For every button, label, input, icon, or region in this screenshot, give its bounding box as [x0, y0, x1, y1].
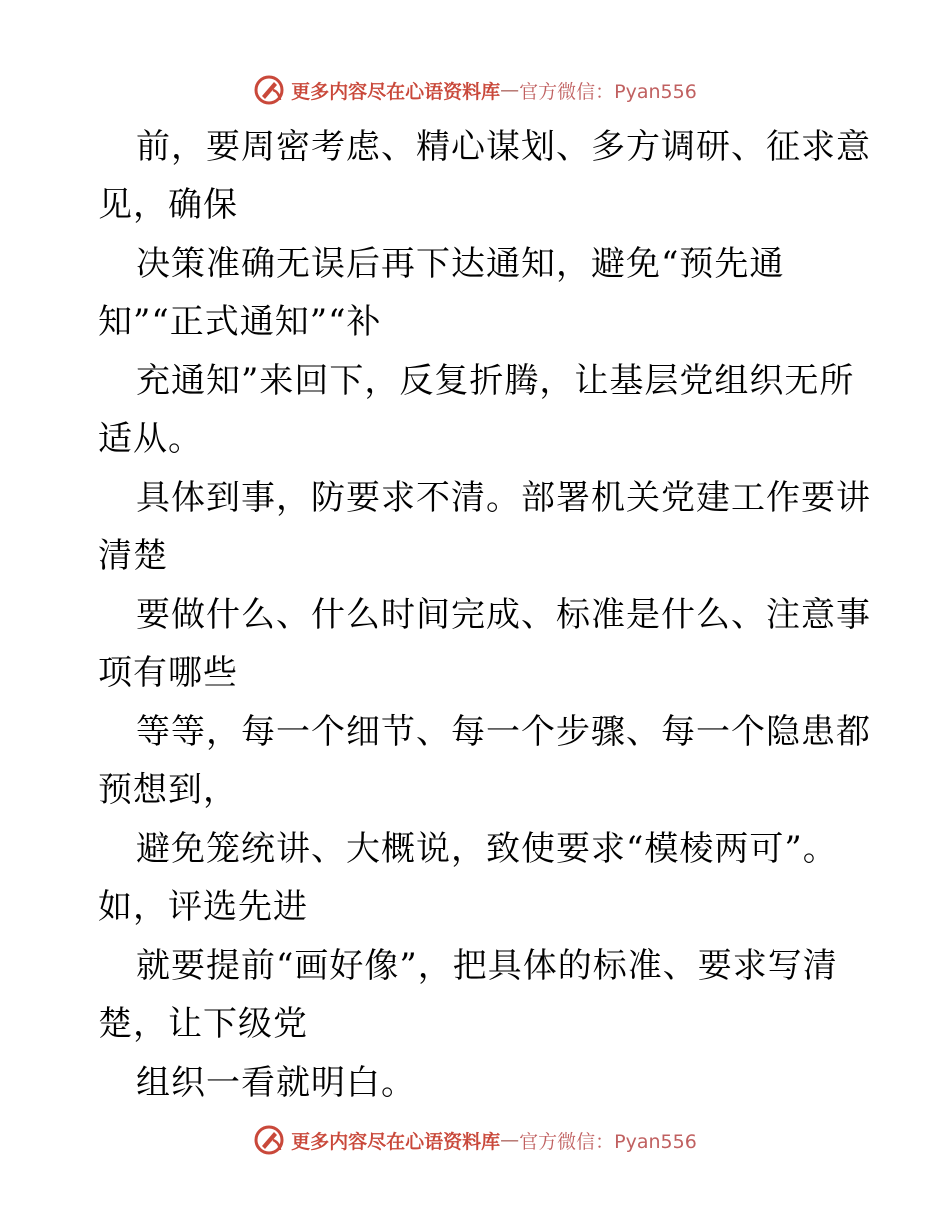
paragraph-line: 要做什么、什么时间完成、标准是什么、注意事: [136, 595, 871, 635]
paragraph-9: [98, 1054, 858, 1112]
paragraph-line: 等等，每一个细节、每一个步骤、每一个隐患都: [136, 712, 871, 752]
header-banner: [0, 70, 950, 110]
brand-logo-icon: [253, 1124, 285, 1156]
paragraph-line-continued: 见，确保: [98, 185, 238, 225]
paragraph-line: 决策准确无误后再下达通知，避免“预先通: [136, 244, 785, 284]
paragraph-line: 前，要周密考虑、精心谋划、多方调研、征求意: [136, 127, 871, 167]
paragraph-2: [98, 235, 858, 351]
footer-banner: [0, 1120, 950, 1160]
paragraph-line-continued: 项有哪些: [98, 653, 238, 693]
paragraph-5: [98, 586, 871, 702]
paragraph-line: 组织一看就明白。: [136, 1063, 416, 1103]
paragraph-1: [98, 118, 871, 234]
paragraph-4: [98, 469, 871, 585]
brand-logo-icon: [253, 74, 285, 106]
paragraph-line-continued: 适从。: [98, 419, 203, 459]
paragraph-line: 具体到事，防要求不清。部署机关党建工作要讲: [136, 478, 871, 518]
footer-brand-text: 更多内容尽在心语资料库: [291, 1130, 501, 1153]
paragraph-line-continued: 如，评选先进: [98, 887, 308, 927]
paragraph-8: [98, 937, 858, 1053]
paragraph-line: 就要提前“画好像”，把具体的标准、要求写清: [136, 946, 838, 986]
footer-wechat-text: 官方微信：Pyan556: [519, 1130, 697, 1153]
paragraph-line-continued: 知”“正式通知”“补: [98, 302, 382, 342]
paragraph-3: [98, 352, 858, 468]
paragraph-line: 充通知”来回下，反复折腾，让基层党组织无所: [136, 361, 855, 401]
paragraph-line-continued: 清楚: [98, 536, 168, 576]
paragraph-7: [98, 820, 858, 936]
header-brand-text: 更多内容尽在心语资料库: [291, 80, 501, 103]
header-wechat-text: 官方微信：Pyan556: [519, 80, 697, 103]
paragraph-line-continued: 预想到，: [98, 770, 238, 810]
paragraph-6: [98, 703, 871, 819]
paragraph-line: 避免笼统讲、大概说，致使要求“模棱两可”。: [136, 829, 838, 869]
paragraph-line-continued: 楚，让下级党: [98, 1004, 308, 1044]
footer-dash: —: [500, 1129, 520, 1151]
header-dash: —: [500, 79, 520, 101]
